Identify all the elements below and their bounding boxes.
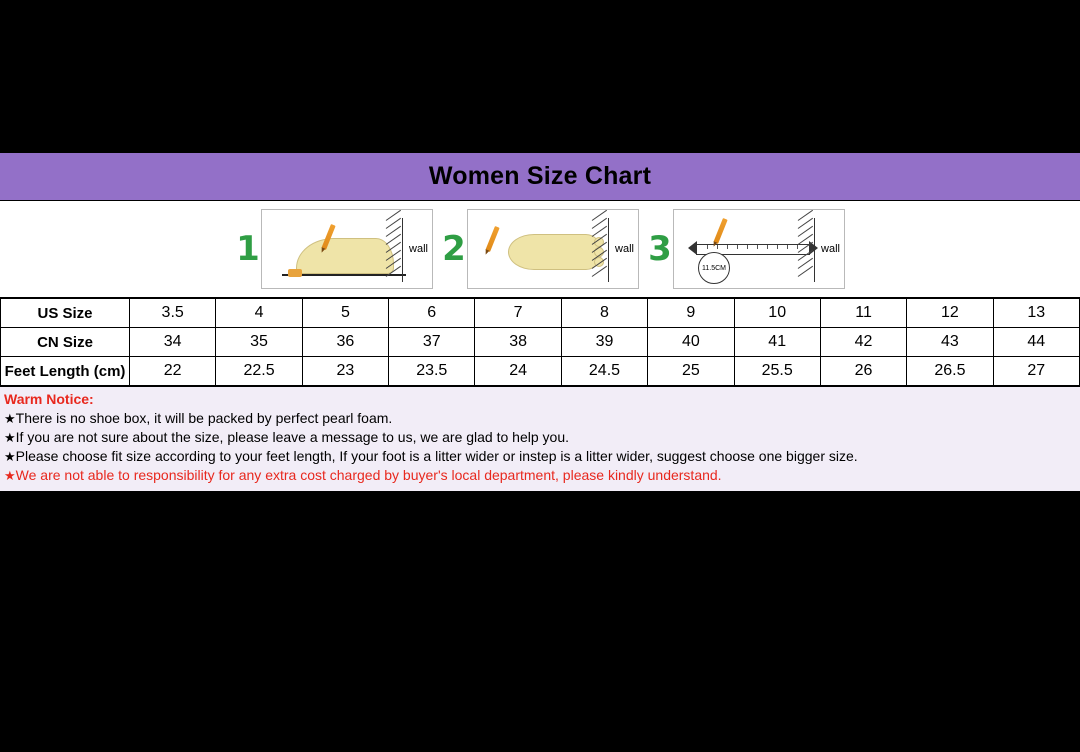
row-header: CN Size xyxy=(1,328,130,357)
table-cell: 39 xyxy=(561,328,647,357)
measure-step-1 xyxy=(235,208,433,290)
table-cell: 38 xyxy=(475,328,561,357)
table-cell: 11 xyxy=(820,299,906,328)
arrow-left-icon xyxy=(688,241,697,255)
table-cell: 22 xyxy=(130,357,216,386)
table-cell: 25 xyxy=(648,357,734,386)
page-title: Women Size Chart xyxy=(428,162,652,190)
foot-side-view-icon xyxy=(261,209,433,289)
size-chart-card xyxy=(0,152,1080,492)
table-cell: 22.5 xyxy=(216,357,302,386)
table-row xyxy=(1,299,1080,328)
table-cell: 8 xyxy=(561,299,647,328)
row-header: US Size xyxy=(1,299,130,328)
table-cell: 9 xyxy=(648,299,734,328)
notice-text: Please choose fit size according to your feet length, If your foot is a litter wider or instep is a litter wider, suggest choose one bigger size. xyxy=(15,448,858,464)
table-cell: 34 xyxy=(130,328,216,357)
ruler-measure-icon xyxy=(673,209,845,289)
star-icon: ★ xyxy=(4,430,16,445)
pencil-icon xyxy=(713,218,727,244)
measure-step-2 xyxy=(441,208,639,290)
foot-shape xyxy=(508,234,602,270)
notice-text: There is no shoe box, it will be packed by perfect pearl foam. xyxy=(15,410,393,426)
measure-step-3 xyxy=(647,208,845,290)
table-cell: 26 xyxy=(820,357,906,386)
heel-marker xyxy=(288,269,302,277)
wall-label: wall xyxy=(409,243,428,255)
table-cell: 23.5 xyxy=(389,357,475,386)
table-cell: 5 xyxy=(302,299,388,328)
pencil-icon xyxy=(485,226,499,252)
star-icon: ★ xyxy=(4,468,16,483)
notice-line xyxy=(4,428,1076,447)
table-cell: 25.5 xyxy=(734,357,820,386)
table-cell: 10 xyxy=(734,299,820,328)
table-cell: 43 xyxy=(907,328,993,357)
step-number: 2 xyxy=(442,229,466,269)
notice-line xyxy=(4,466,1076,485)
table-cell: 13 xyxy=(993,299,1079,328)
wall-label: wall xyxy=(615,243,634,255)
table-cell: 26.5 xyxy=(907,357,993,386)
table-row xyxy=(1,357,1080,386)
foot-top-view-icon xyxy=(467,209,639,289)
star-icon: ★ xyxy=(4,449,16,464)
warm-notice xyxy=(0,386,1080,491)
wall-hatching xyxy=(386,220,402,280)
table-cell: 35 xyxy=(216,328,302,357)
star-icon: ★ xyxy=(4,411,16,426)
table-cell: 44 xyxy=(993,328,1079,357)
table-row xyxy=(1,328,1080,357)
foot-shape xyxy=(296,238,394,274)
wall-line xyxy=(402,218,403,282)
wall-hatching xyxy=(592,220,608,280)
table-cell: 7 xyxy=(475,299,561,328)
step-number: 1 xyxy=(236,229,260,269)
table-cell: 27 xyxy=(993,357,1079,386)
table-cell: 23 xyxy=(302,357,388,386)
measure-instructions xyxy=(0,201,1080,298)
table-cell: 4 xyxy=(216,299,302,328)
row-header: Feet Length (cm) xyxy=(1,357,130,386)
notice-title: Warm Notice: xyxy=(4,391,94,407)
table-cell: 24.5 xyxy=(561,357,647,386)
table-cell: 12 xyxy=(907,299,993,328)
wall-line xyxy=(608,218,609,282)
notice-line xyxy=(4,447,1076,466)
notice-line xyxy=(4,409,1076,428)
table-cell: 24 xyxy=(475,357,561,386)
wall-line xyxy=(814,218,815,282)
table-cell: 41 xyxy=(734,328,820,357)
size-table xyxy=(0,298,1080,386)
table-cell: 6 xyxy=(389,299,475,328)
table-cell: 42 xyxy=(820,328,906,357)
measurement-badge: 11.5CM xyxy=(698,252,730,284)
notice-text: We are not able to responsibility for any extra cost charged by buyer's local department, please kindly understand. xyxy=(15,467,722,483)
table-cell: 36 xyxy=(302,328,388,357)
table-cell: 3.5 xyxy=(130,299,216,328)
table-cell: 40 xyxy=(648,328,734,357)
table-cell: 37 xyxy=(389,328,475,357)
step-number: 3 xyxy=(648,229,672,269)
wall-hatching xyxy=(798,220,814,280)
chart-title-bar xyxy=(0,153,1080,201)
wall-label: wall xyxy=(821,243,840,255)
notice-text: If you are not sure about the size, please leave a message to us, we are glad to help you. xyxy=(15,429,569,445)
